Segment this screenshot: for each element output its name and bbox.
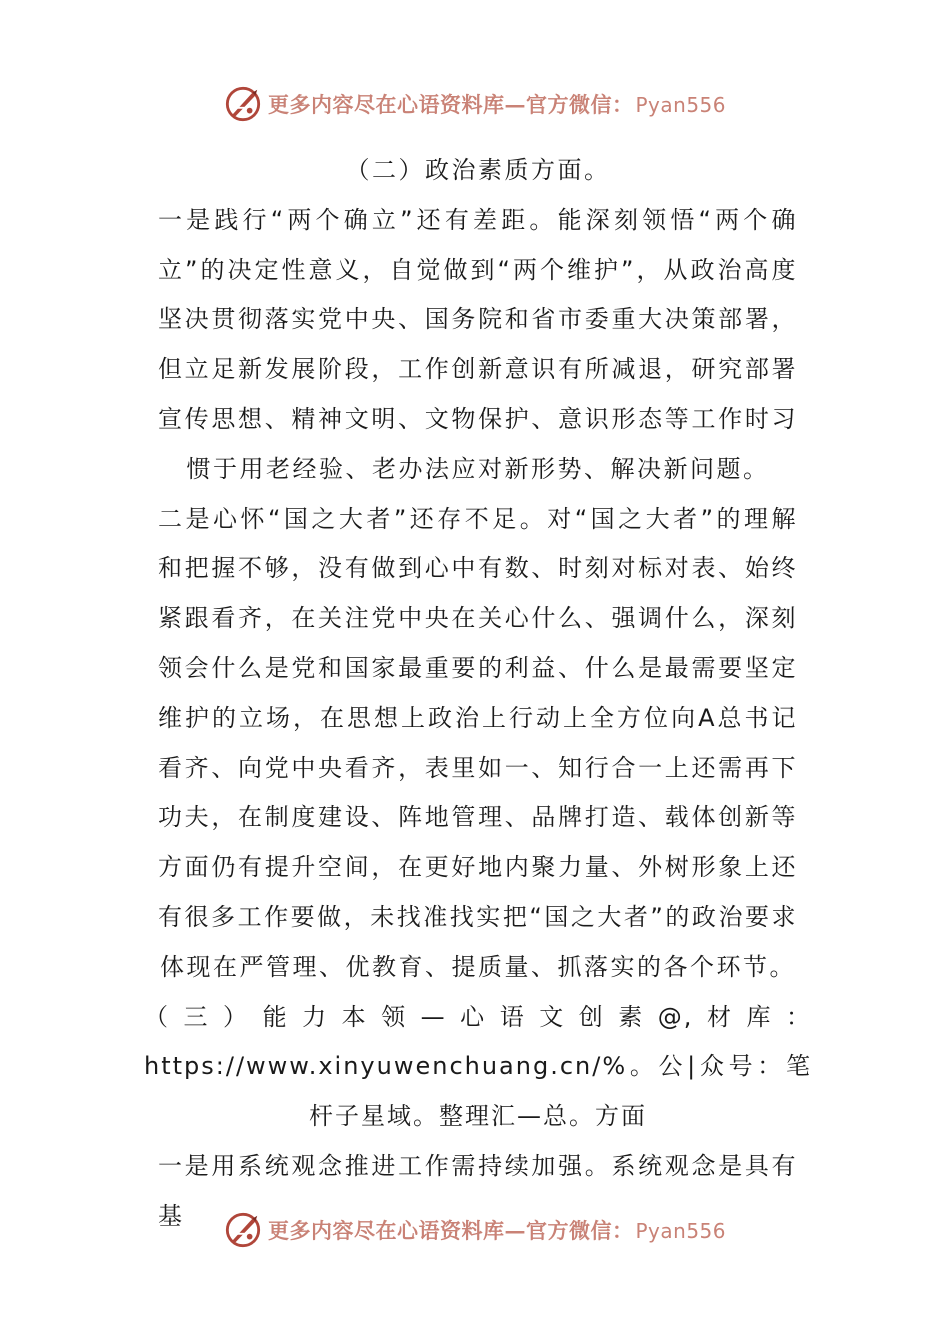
quill-pen-circle-icon xyxy=(224,85,262,123)
section-heading-political: （二）政治素质方面。 xyxy=(345,156,611,184)
watermark-text: 更多内容尽在心语资料库—官方微信： Pyan556 xyxy=(267,92,726,117)
wechat-id: Pyan556 xyxy=(635,93,726,117)
paragraph-system-concept: 一是用系统观念推进工作需持续加强。系统观念是具有基 xyxy=(158,1151,798,1230)
wechat-id: Pyan556 xyxy=(635,1219,726,1243)
watermark-text: 更多内容尽在心语资料库—官方微信： Pyan556 xyxy=(267,1218,726,1243)
footer-watermark-banner xyxy=(0,1208,950,1252)
quill-pen-circle-icon xyxy=(224,1211,262,1249)
paragraph-two-establishments: 一是践行“两个确立”还有差距。能深刻领悟“两个确立”的决定性意义，自觉做到“两个维护”，从政治高度坚决贯彻落实党中央、国务院和省市委重大决策部署，但立足新发展阶段，工作创新意识有所减退，研究部署宣传思想、精神文明、文物保护、意识形态等工作时习惯于用老经验、老办法应对新形势、解决新问题。 xyxy=(158,205,798,483)
section-heading-ability: （三）能力本领—心语文创素@,材库：https://www.xinyuwenchuang.cn/%。公|众号：笔杆子星域。整理汇—总。方面 xyxy=(144,1002,812,1131)
paragraph-national-priorities: 二是心怀“国之大者”还存不足。对“国之大者”的理解和把握不够，没有做到心中有数、时刻对标对表、始终紧跟看齐，在关注党中央在关心什么、强调什么，深刻领会什么是党和国家最重要的利益、什么是最需要坚定维护的立场，在思想上政治上行动上全方位向A总书记看齐、向党中央看齐，表里如一、知行合一上还需再下功夫，在制度建设、阵地管理、品牌打造、载体创新等方面仍有提升空间，在更好地内聚力量、外树形象上还有很多工作要做，未找准找实把“国之大者”的政治要求体现在严管理、优教育、提质量、抓落实的各个环节。 xyxy=(158,504,798,981)
header-watermark-banner xyxy=(0,82,950,126)
document-body xyxy=(144,146,812,1242)
